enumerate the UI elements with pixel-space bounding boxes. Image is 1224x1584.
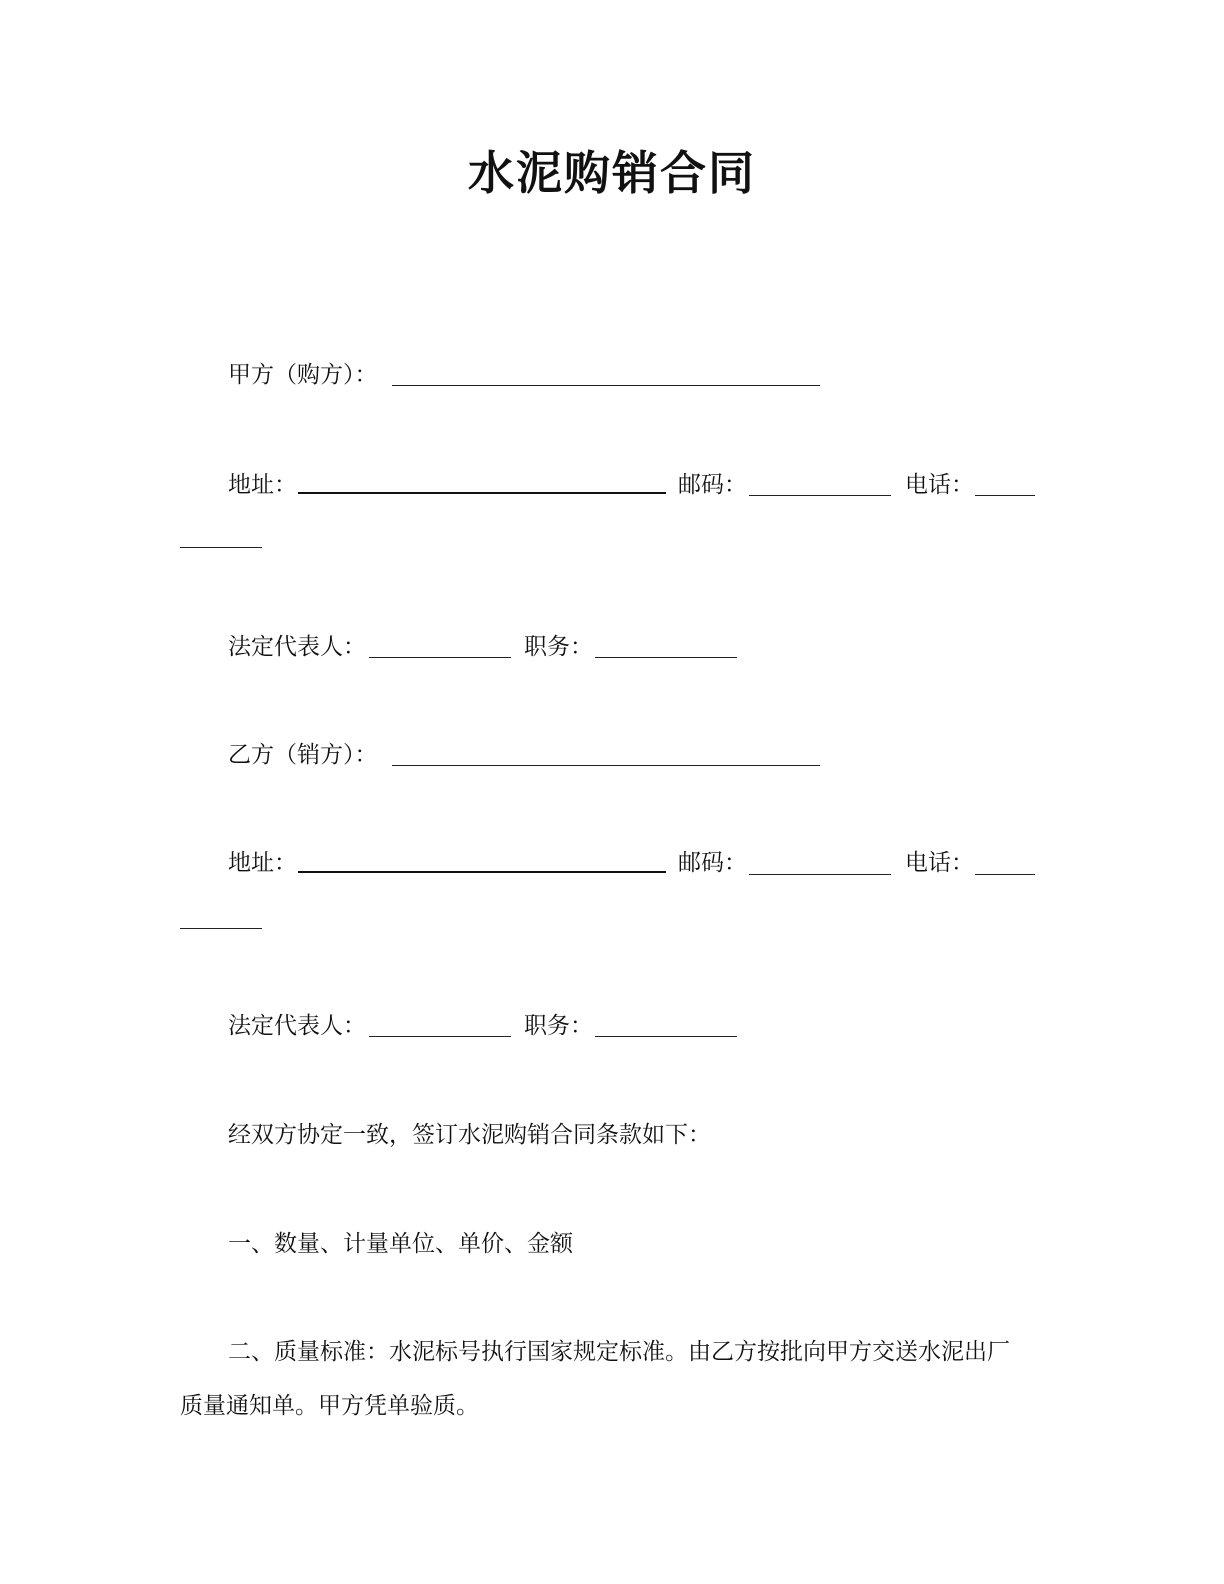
party-a-phone-field-continued[interactable] bbox=[180, 547, 262, 548]
clause-2-text-line-1: 二、质量标准：水泥标号执行国家规定标准。由乙方按批向甲方交送水泥出厂 bbox=[228, 1339, 1010, 1365]
party-a-zip-label: 邮码： bbox=[678, 472, 747, 498]
party-b-rep-field[interactable] bbox=[369, 1036, 511, 1037]
party-b-zip-field[interactable] bbox=[749, 874, 891, 875]
party-b-rep-label: 法定代表人： bbox=[228, 1013, 366, 1039]
party-b-position-label: 职务： bbox=[524, 1013, 593, 1039]
party-b-name-field[interactable] bbox=[392, 765, 820, 766]
party-a-rep-field[interactable] bbox=[369, 657, 511, 658]
party-a-address-label: 地址： bbox=[228, 472, 297, 498]
party-a-position-label: 职务： bbox=[524, 634, 593, 660]
party-b-phone-field-continued[interactable] bbox=[180, 928, 262, 929]
party-a-address-field[interactable] bbox=[298, 492, 666, 494]
party-b-name-label: 乙方（销方）： bbox=[228, 742, 378, 768]
party-a-phone-label: 电话： bbox=[905, 472, 974, 498]
clause-1-heading: 一、数量、计量单位、单价、金额 bbox=[228, 1231, 573, 1257]
intro-paragraph: 经双方协定一致，签订水泥购销合同条款如下： bbox=[228, 1122, 711, 1148]
party-a-zip-field[interactable] bbox=[749, 495, 891, 496]
party-b-address-label: 地址： bbox=[228, 850, 297, 876]
party-b-phone-label: 电话： bbox=[905, 850, 974, 876]
party-a-name-label: 甲方（购方）： bbox=[228, 362, 378, 388]
party-a-position-field[interactable] bbox=[595, 657, 737, 658]
party-b-address-field[interactable] bbox=[298, 871, 666, 873]
clause-2-text-line-2: 质量通知单。甲方凭单验质。 bbox=[180, 1393, 479, 1419]
party-b-position-field[interactable] bbox=[595, 1036, 737, 1037]
party-b-phone-field[interactable] bbox=[975, 874, 1035, 875]
party-a-phone-field[interactable] bbox=[975, 495, 1035, 496]
party-a-rep-label: 法定代表人： bbox=[228, 634, 366, 660]
party-a-name-field[interactable] bbox=[392, 385, 820, 386]
document-title: 水泥购销合同 bbox=[468, 146, 756, 200]
party-b-zip-label: 邮码： bbox=[678, 850, 747, 876]
